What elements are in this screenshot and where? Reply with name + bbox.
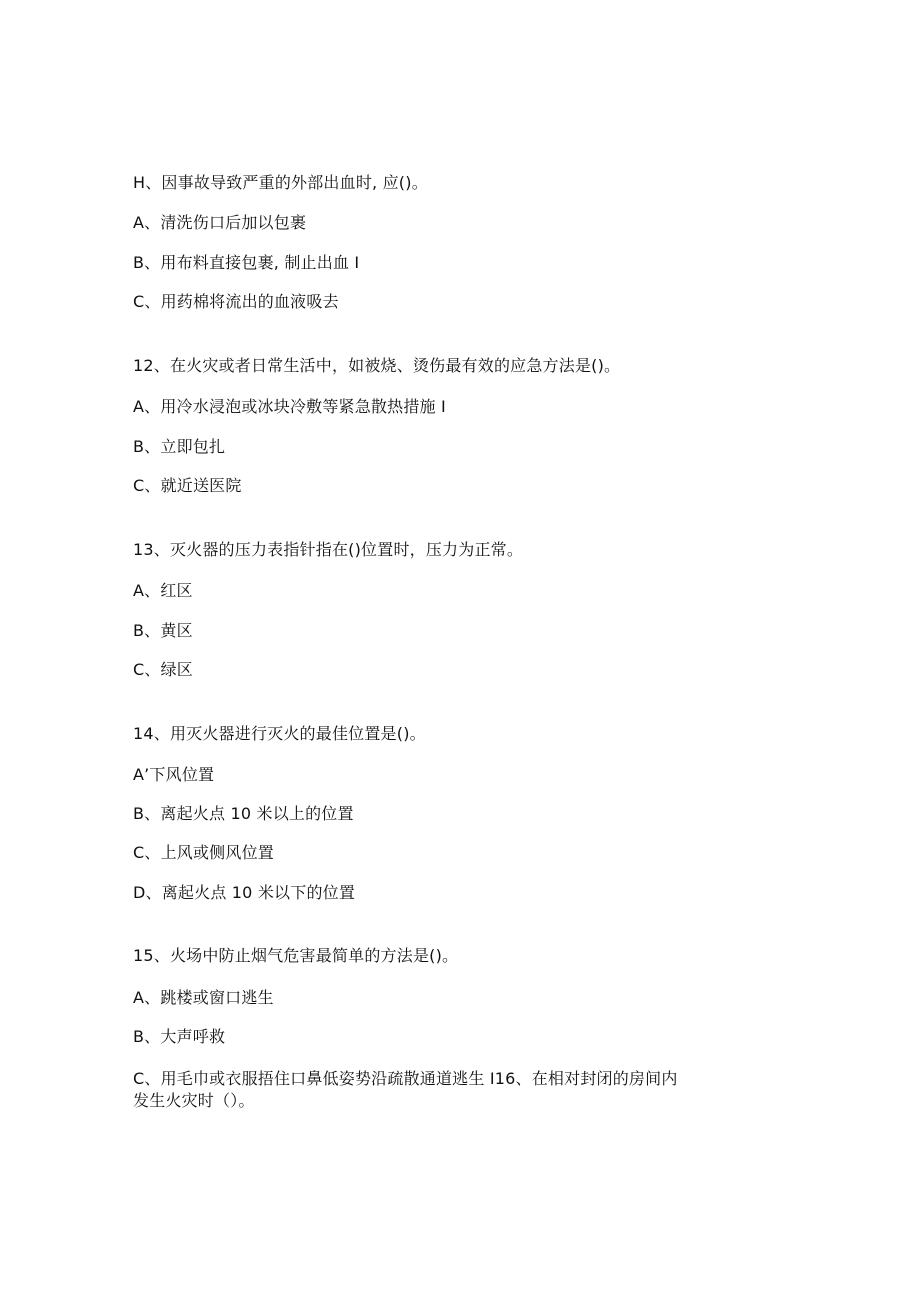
question-14-option-c: C、上风或侧风位置 — [133, 843, 274, 862]
question-14-stem: 14、用灭火器进行灭火的最佳位置是()。 — [133, 724, 426, 743]
question-11-option-c: C、用药棉将流出的血液吸去 — [133, 292, 339, 311]
question-13-option-c: C、绿区 — [133, 660, 193, 679]
question-11-option-b: B、用布料直接包裹, 制止出血 I — [133, 253, 360, 272]
question-11-stem: H、因事故导致严重的外部出血时, 应()。 — [133, 173, 428, 192]
question-12-option-c: C、就近送医院 — [133, 476, 242, 495]
question-14-option-d: D、离起火点 10 米以下的位置 — [133, 883, 356, 902]
question-15-stem: 15、火场中防止烟气危害最简单的方法是()。 — [133, 946, 459, 965]
question-15-option-b: B、大声呼救 — [133, 1027, 226, 1046]
question-13-option-a: A、红区 — [133, 581, 193, 600]
question-12-option-a: A、用冷水浸泡或冰块冷敷等紧急散热措施 I — [133, 397, 446, 416]
question-14-option-a: A’下风位置 — [133, 765, 215, 784]
question-15-option-a: A、跳楼或窗口逃生 — [133, 988, 274, 1007]
question-15-option-c: C、用毛巾或衣服捂住口鼻低姿势沿疏散通道逃生 I16、在相对封闭的房间内发生火灾时（）。 — [133, 1069, 678, 1110]
question-12-stem: 12、在火灾或者日常生活中，如被烧、烫伤最有效的应急方法是()。 — [133, 356, 621, 375]
question-13-option-b: B、黄区 — [133, 621, 193, 640]
question-12-option-b: B、立即包扎 — [133, 437, 226, 456]
question-13-stem: 13、灭火器的压力表指针指在()位置时，压力为正常。 — [133, 540, 524, 559]
question-11-option-a: A、清洗伤口后加以包裹 — [133, 213, 307, 232]
question-14-option-b: B、离起火点 10 米以上的位置 — [133, 804, 354, 823]
